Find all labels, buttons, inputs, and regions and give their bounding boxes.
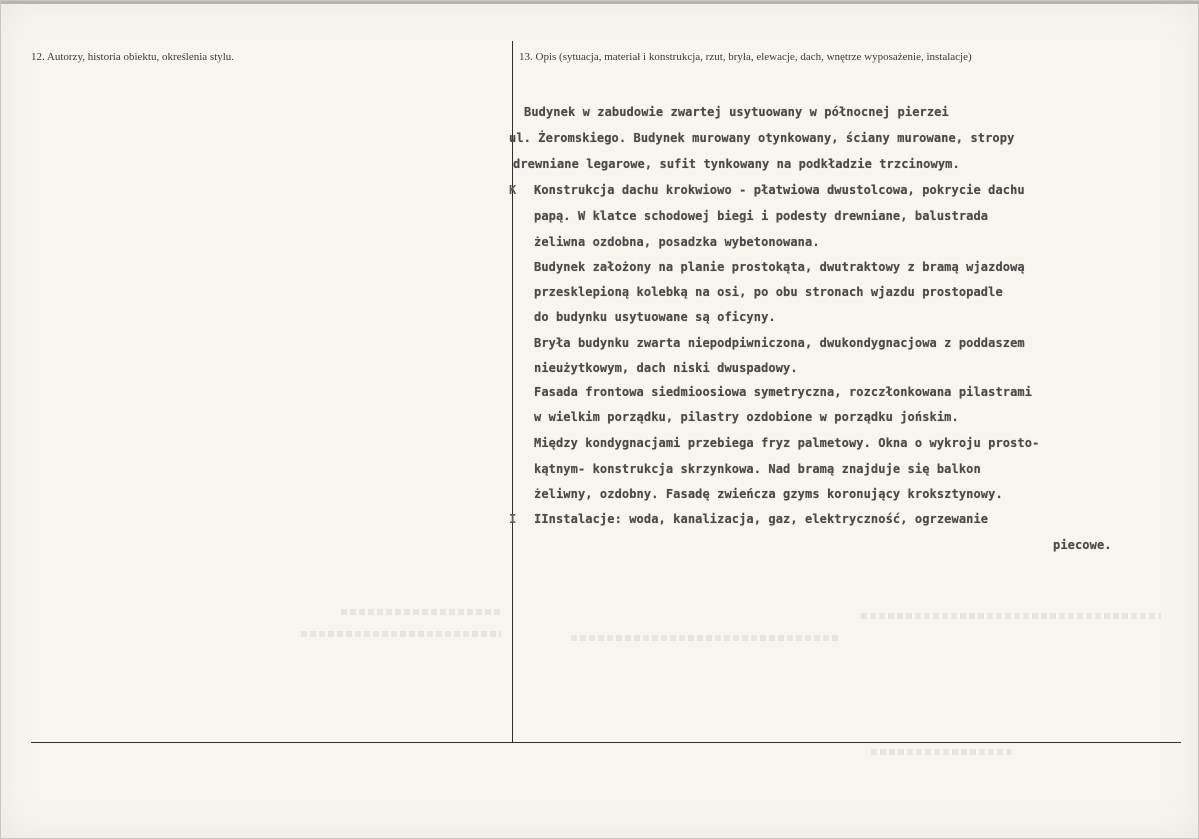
description-line: Między kondygnacjami przebiega fryz palmetowy. Okna o wykroju prosto- bbox=[534, 436, 1040, 450]
column-divider bbox=[512, 41, 513, 743]
description-line: Bryła budynku zwarta niepodpiwniczona, dwukondygnacjowa z poddaszem bbox=[534, 336, 1025, 350]
bottom-rule bbox=[31, 742, 1181, 743]
field-12-label: 12. Autorzy, historia obiektu, określenia stylu. bbox=[31, 51, 235, 63]
description-line: ul. Żeromskiego. Budynek murowany otynkowany, ściany murowane, stropy bbox=[509, 131, 1015, 145]
description-line: do budynku usytuowane są oficyny. bbox=[534, 310, 776, 324]
margin-mark: K bbox=[509, 183, 517, 197]
show-through-mark bbox=[871, 749, 1011, 755]
show-through-mark bbox=[341, 609, 501, 615]
description-line: drewniane legarowe, sufit tynkowany na podkładzie trzcinowym. bbox=[513, 157, 960, 171]
description-line: IInstalacje: woda, kanalizacja, gaz, elektryczność, ogrzewanie bbox=[534, 512, 989, 526]
description-line: kątnym- konstrukcja skrzynkowa. Nad bramą znajduje się balkon bbox=[534, 462, 981, 476]
description-line: Konstrukcja dachu krokwiowo - płatwiowa dwustolcowa, pokrycie dachu bbox=[534, 183, 1025, 197]
description-line: Budynek założony na planie prostokąta, dwutraktowy z bramą wjazdową bbox=[534, 260, 1025, 274]
show-through-mark bbox=[301, 631, 501, 637]
field-13-label: 13. Opis (sytuacja, materiał i konstrukcja, rzut, bryła, elewacje, dach, wnętrze wyposażenie, instalacje) bbox=[519, 51, 972, 63]
description-line: żeliwna ozdobna, posadzka wybetonowana. bbox=[534, 235, 820, 249]
description-line: Fasada frontowa siedmioosiowa symetryczna, rozczłonkowana pilastrami bbox=[534, 385, 1033, 399]
description-line: Budynek w zabudowie zwartej usytuowany w północnej pierzei bbox=[524, 105, 949, 119]
margin-mark: I bbox=[509, 512, 517, 526]
show-through-mark bbox=[571, 635, 841, 641]
description-line: papą. W klatce schodowej biegi i podesty drewniane, balustrada bbox=[534, 209, 989, 223]
show-through-mark bbox=[861, 613, 1161, 619]
description-line: przesklepioną kolebką na osi, po obu stronach wjazdu prostopadle bbox=[534, 285, 1003, 299]
description-line: nieużytkowym, dach niski dwuspadowy. bbox=[534, 361, 798, 375]
card-top-edge bbox=[1, 1, 1199, 4]
description-line: w wielkim porządku, pilastry ozdobione w porządku jońskim. bbox=[534, 410, 959, 424]
description-line: żeliwny, ozdobny. Fasadę zwieńcza gzyms koronujący kroksztynowy. bbox=[534, 487, 1003, 501]
description-line: piecowe. bbox=[1053, 538, 1112, 552]
